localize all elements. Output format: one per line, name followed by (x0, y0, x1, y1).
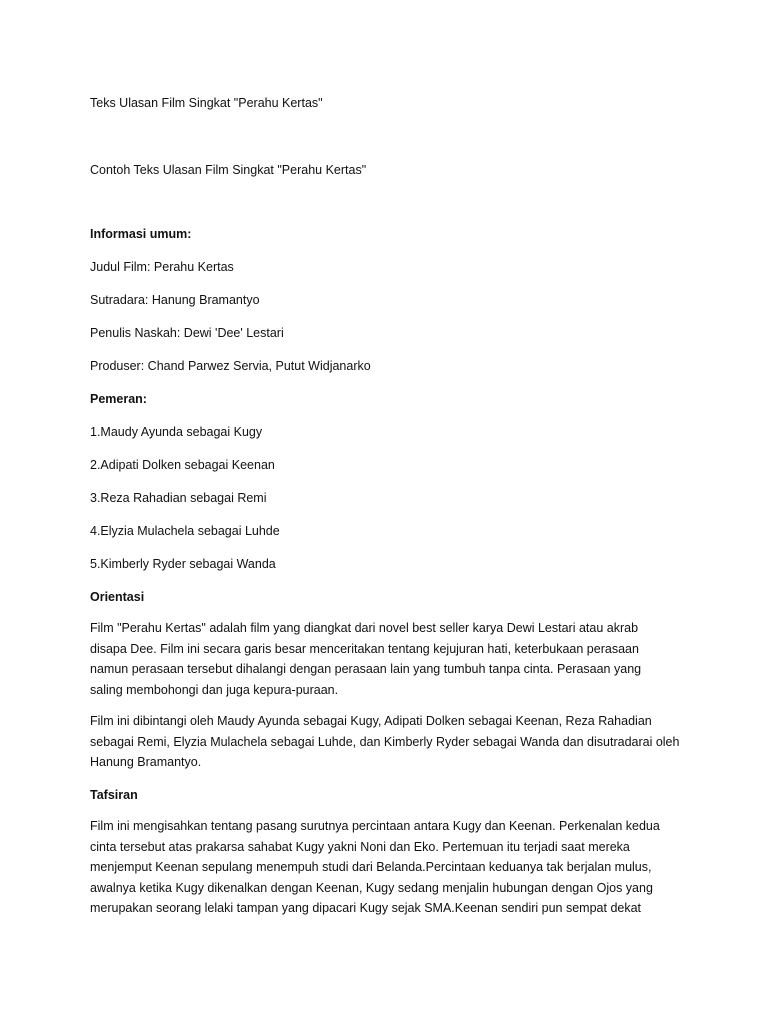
info-produser: Produser: Chand Parwez Servia, Putut Widjanarko (90, 359, 371, 373)
info-sutradara: Sutradara: Hanung Bramantyo (90, 293, 260, 307)
info-heading: Informasi umum: (90, 227, 192, 241)
cast-heading: Pemeran: (90, 392, 147, 406)
tafsiran-heading: Tafsiran (90, 788, 138, 802)
paragraph-line: namun perasaan tersebut dihalangi dengan perasaan lain yang tumbuh tanpa cinta. Perasaan yang (90, 662, 642, 676)
cast-item: 4.Elyzia Mulachela sebagai Luhde (90, 524, 280, 538)
paragraph-line: menjemput Keenan sepulang menempuh studi dari Belanda.Percintaan keduanya tak berjalan mulus, (90, 860, 652, 874)
paragraph-line: sebagai Remi, Elyzia Mulachela sebagai Luhde, dan Kimberly Ryder sebagai Wanda dan disutradarai oleh (90, 734, 680, 749)
paragraph-line: Film "Perahu Kertas" adalah film yang diangkat dari novel best seller karya Dewi Lestari atau akrab (90, 621, 639, 635)
paragraph-line: Film ini dibintangi oleh Maudy Ayunda sebagai Kugy, Adipati Dolken sebagai Keenan, Reza Rahadian (90, 714, 652, 728)
paragraph-line: merupakan seorang lelaki tampan yang dipacari Kugy sejak SMA.Keenan sendiri pun sempat dekat (90, 901, 642, 915)
paragraph-line: disapa Dee. Film ini secara garis besar menceritakan tentang kejujuran hati, keterbukaan perasaan (90, 641, 639, 656)
document-title: Teks Ulasan Film Singkat "Perahu Kertas" (90, 96, 323, 110)
tafsiran-paragraph-1 (90, 816, 690, 919)
orientasi-heading: Orientasi (90, 590, 145, 604)
cast-item: 5.Kimberly Ryder sebagai Wanda (90, 557, 276, 571)
paragraph-line: awalnya ketika Kugy dikenalkan dengan Keenan, Kugy sedang menjalin hubungan dengan Ojos yang (90, 880, 653, 895)
orientasi-paragraph-1 (90, 618, 690, 700)
cast-item: 1.Maudy Ayunda sebagai Kugy (90, 425, 263, 439)
paragraph-line: saling membohongi dan juga kepura-puraan. (90, 682, 339, 697)
paragraph-line: cinta tersebut atas prakarsa sahabat Kugy yakni Noni dan Eko. Pertemuan itu terjadi saat mereka (90, 839, 630, 854)
orientasi-paragraph-2 (90, 711, 690, 773)
info-judul: Judul Film: Perahu Kertas (90, 260, 234, 274)
document-subtitle: Contoh Teks Ulasan Film Singkat "Perahu Kertas" (90, 163, 367, 177)
cast-item: 2.Adipati Dolken sebagai Keenan (90, 458, 275, 472)
cast-item: 3.Reza Rahadian sebagai Remi (90, 491, 267, 505)
info-penulis: Penulis Naskah: Dewi 'Dee' Lestari (90, 326, 284, 340)
paragraph-line: Film ini mengisahkan tentang pasang surutnya percintaan antara Kugy dan Keenan. Perkenalan kedua (90, 819, 660, 833)
paragraph-line: Hanung Bramantyo. (90, 755, 202, 769)
